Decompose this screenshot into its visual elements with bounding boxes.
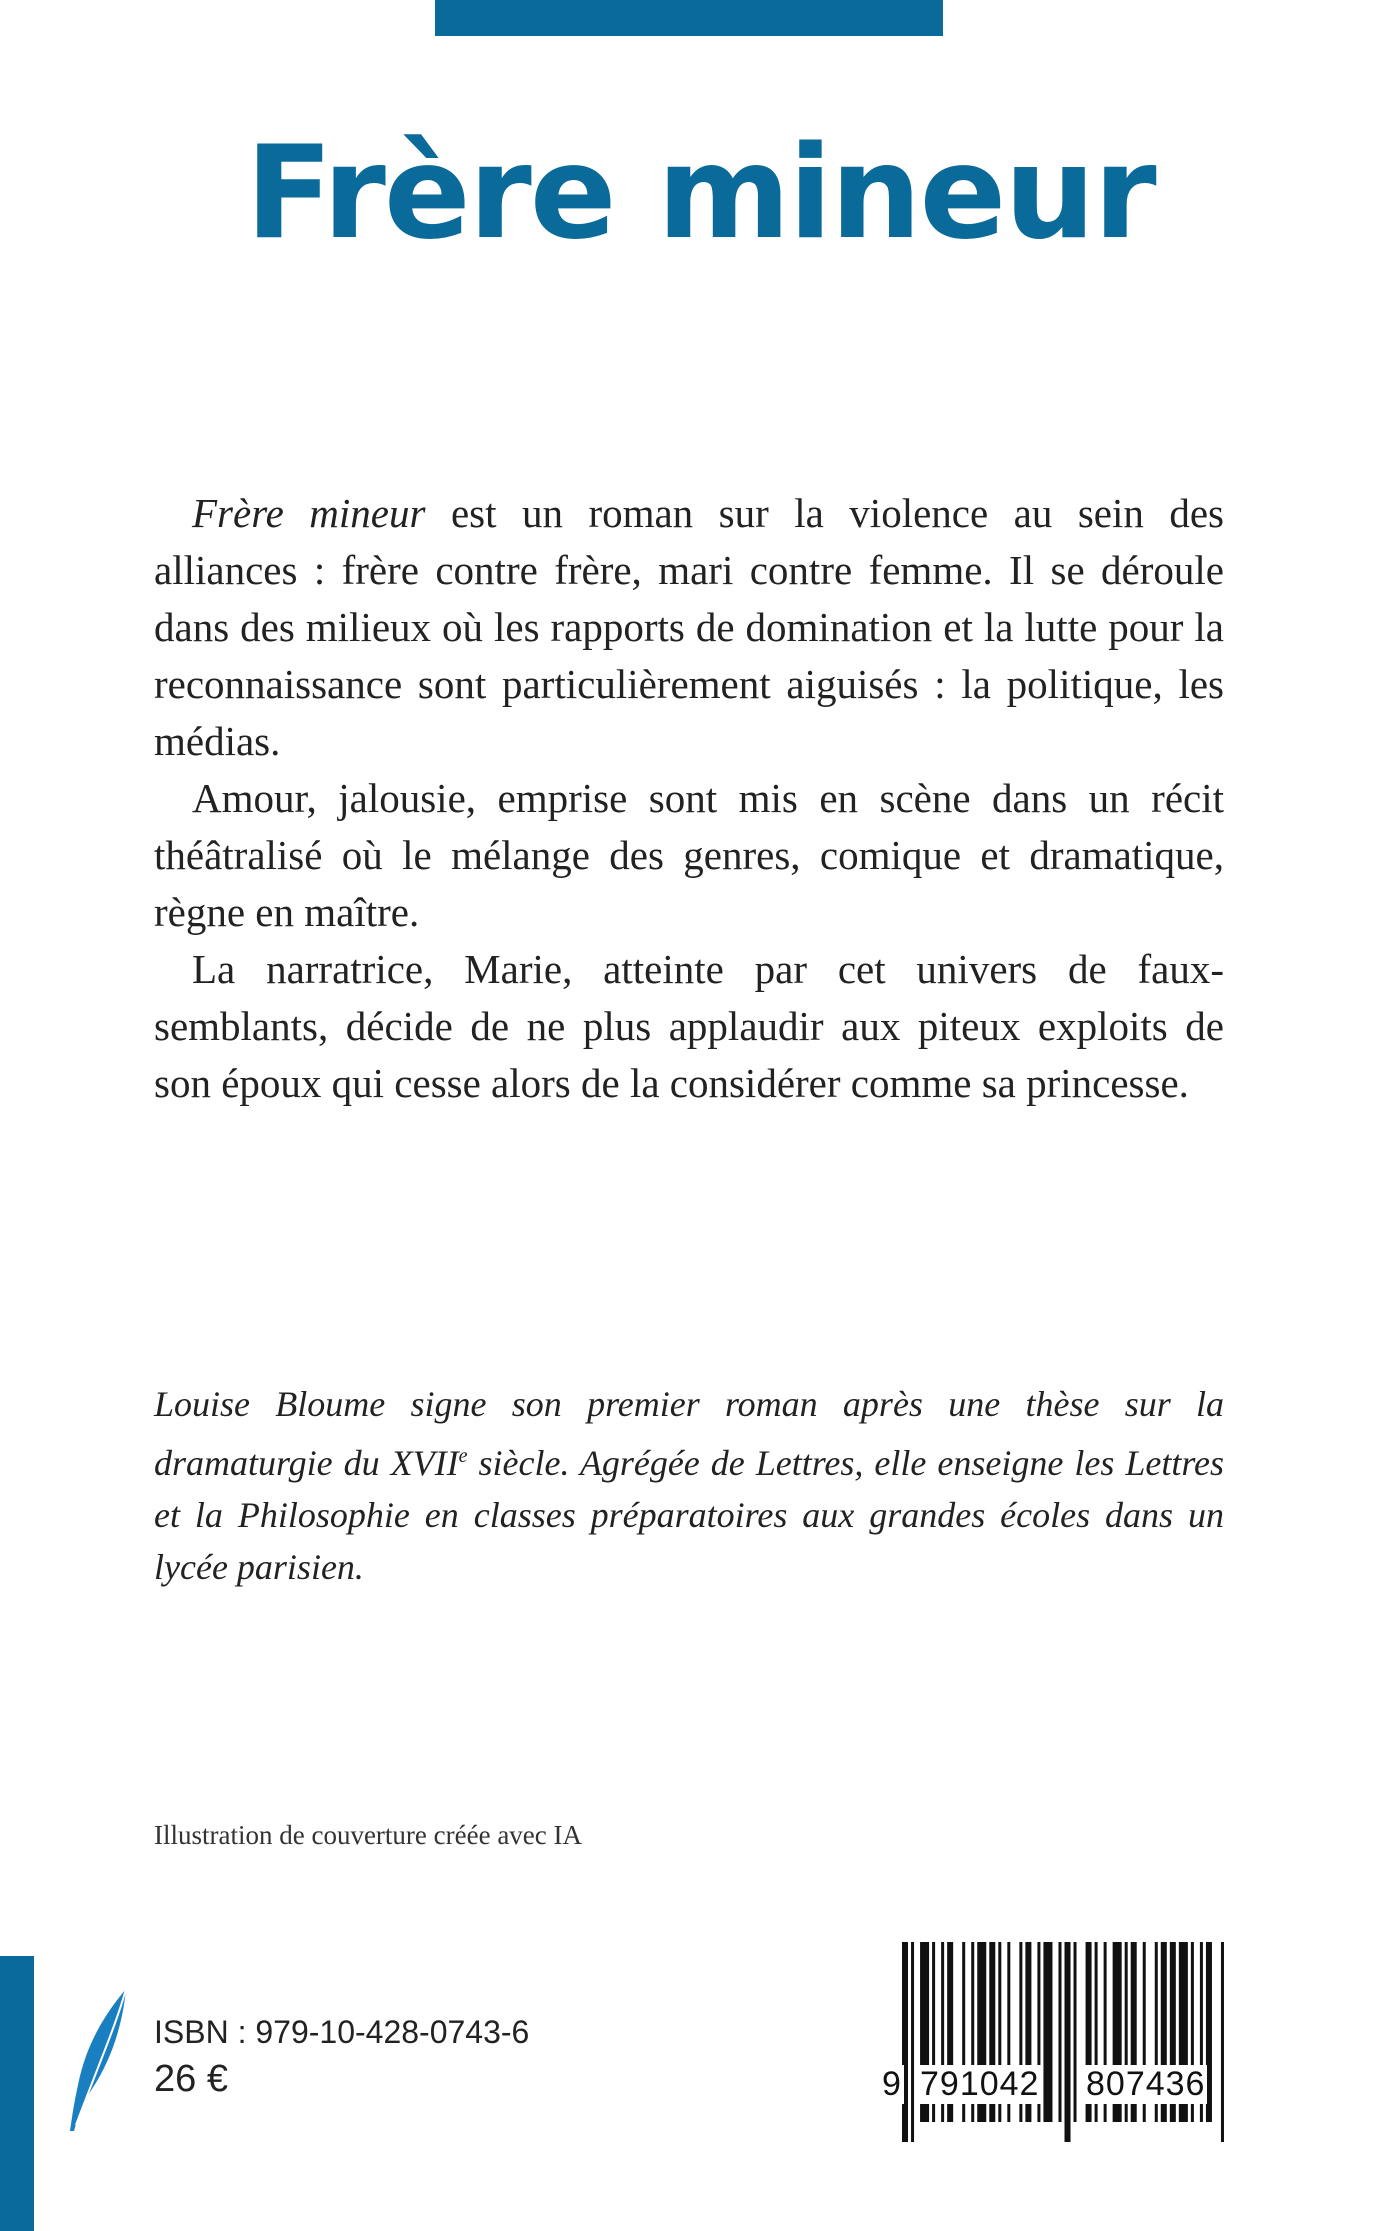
book-title: Frère mineur xyxy=(245,119,1155,268)
barcode-bar xyxy=(1221,1942,1224,2142)
barcode-bar xyxy=(1065,1942,1071,2142)
author-bio-part-1: Louise Bloume signe son premier roman après une thèse sur la dramaturgie du XVII xyxy=(154,1384,1224,1483)
book-blurb xyxy=(154,485,1224,1112)
blurb-title-italic: Frère mineur xyxy=(192,490,426,536)
barcode-first-digit: 9 xyxy=(882,2065,902,2103)
blurb-paragraph-2: Amour, jalousie, emprise sont mis en scène dans un récit théâtralisé où le mélange des genres, comique et dramatique, règne en maître. xyxy=(154,775,1224,935)
author-bio-superscript: e xyxy=(458,1445,468,1467)
feather-icon xyxy=(64,1985,134,2135)
top-accent-bar xyxy=(435,0,943,36)
barcode-bar xyxy=(1043,1942,1052,2122)
author-bio xyxy=(154,1378,1224,1593)
isbn-text: ISBN : 979-10-428-0743-6 xyxy=(154,2014,530,2050)
blurb-paragraph-1-text: est un roman sur la violence au sein des alliances : frère contre frère, mari contre femme. Il se déroule dans des milieux où les rapports de domination et la lutte pour la reconnaissance sont particulièrement aiguisés : la politique, les médias. xyxy=(154,490,1224,764)
price-text: 26 € xyxy=(154,2058,228,2100)
barcode-group-1: 791042 xyxy=(920,2065,1040,2103)
blurb-paragraph-1 xyxy=(154,485,1224,770)
barcode-bar xyxy=(902,1942,908,2142)
side-accent-bar xyxy=(0,1956,34,2231)
barcode-icon xyxy=(902,1942,1230,2142)
blurb-paragraph-3: La narratrice, Marie, atteinte par cet univers de faux-semblants, décide de ne plus applaudir aux piteux exploits de son époux qui cesse alors de la considérer comme sa princesse. xyxy=(154,946,1224,1106)
barcode-group-2: 807436 xyxy=(1086,2065,1206,2103)
illustration-credit: Illustration de couverture créée avec IA xyxy=(154,1820,583,1850)
barcode-bar xyxy=(1074,1942,1077,2122)
author-bio-part-2: siècle. Agrégée de Lettres, elle enseigne les Lettres et la Philosophie en classes préparatoires aux grandes écoles dans un lycée parisien. xyxy=(154,1443,1224,1587)
barcode-bar xyxy=(1058,1942,1061,2122)
barcode-bar xyxy=(911,1942,914,2142)
